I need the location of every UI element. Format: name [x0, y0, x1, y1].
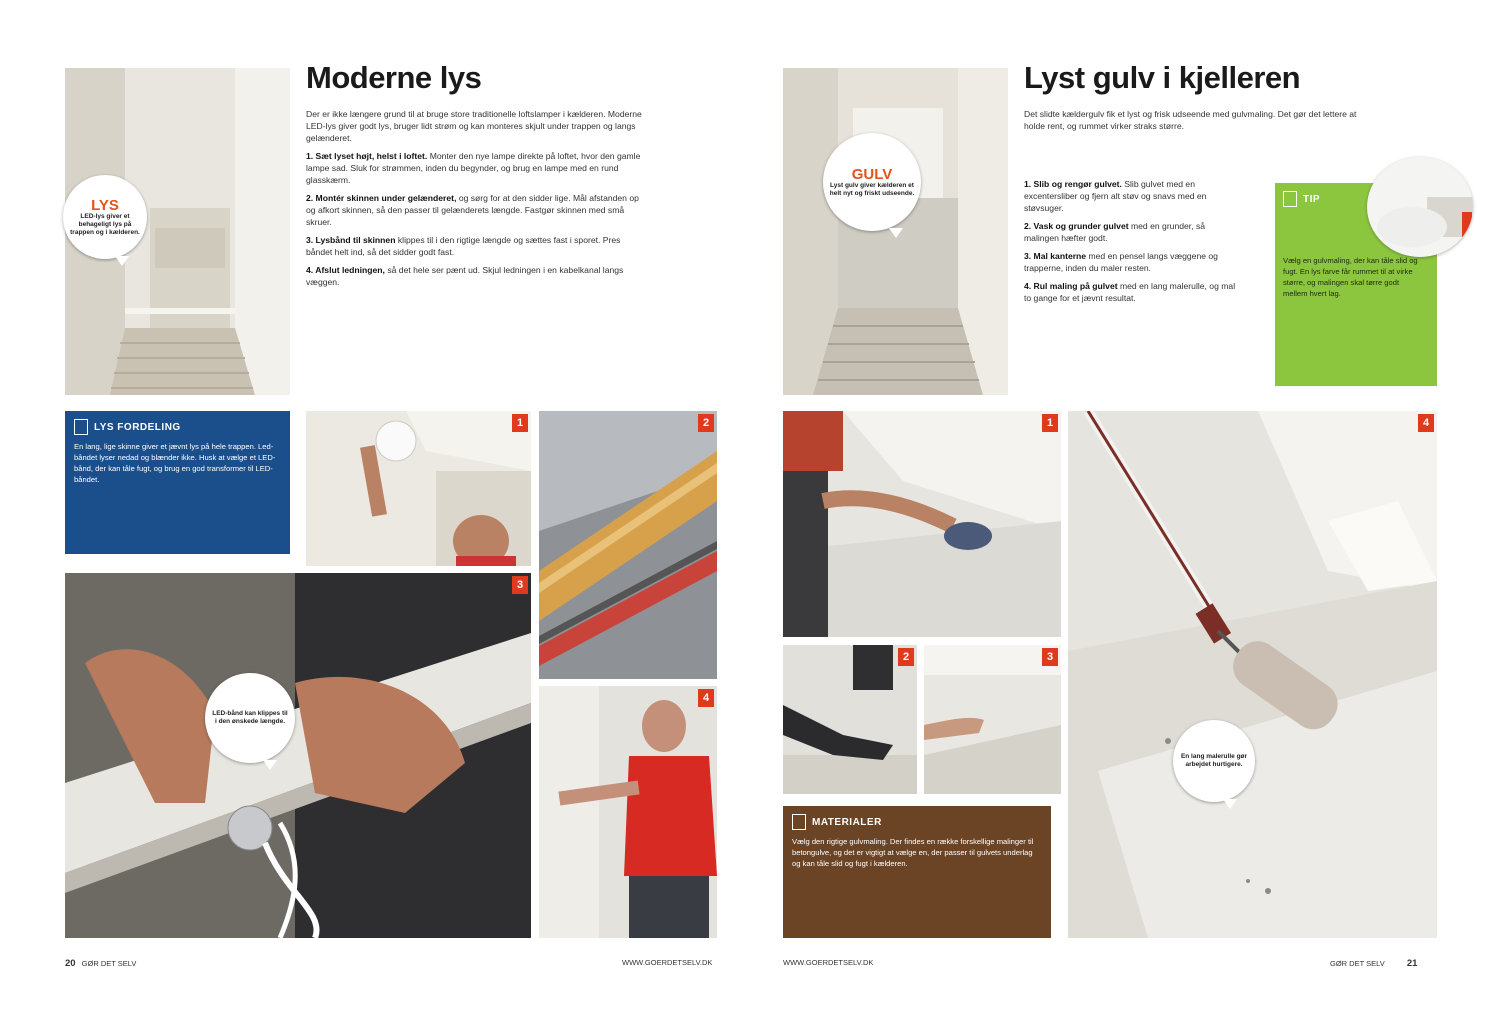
- photo-number-badge: 1: [1042, 414, 1058, 432]
- led-callout-bubble: [205, 673, 295, 763]
- left-footer-url: WWW.GOERDETSELV.DK: [622, 958, 713, 967]
- gulv-callout-text: Lyst gulv giver kælderen et helt nyt og friskt udseende.: [829, 181, 915, 197]
- right-step-4: 4. Rul maling på gulvet med en lang malerulle, og mal to gange for et jævnt resultat.: [1024, 281, 1236, 303]
- lys-tip-box: [65, 411, 290, 554]
- photo-man-red-shirt: [539, 686, 717, 938]
- bulb-icon: [74, 419, 88, 435]
- left-step-4: 4. Afslut ledningen, så det hele ser pænt ud. Skjul ledningen i en kabelkanal langs væggen.: [306, 265, 624, 287]
- photo-handrail: [539, 411, 717, 679]
- lys-keyword: LYS: [91, 196, 119, 214]
- right-magazine-name: GØR DET SELV: [1330, 959, 1385, 968]
- materials-title: MATERIALER: [812, 816, 882, 828]
- photo-edge-painting: [924, 645, 1061, 794]
- paint-can-icon: [792, 814, 806, 830]
- right-footer: [1330, 958, 1417, 969]
- left-magazine-name: GØR DET SELV: [81, 959, 137, 968]
- right-step-2: 2. Vask og grunder gulvet med en grunder, så malingen hæfter godt.: [1024, 221, 1206, 243]
- lys-callout-bubble: [63, 175, 147, 259]
- photo-ceiling-lamp: [306, 411, 531, 566]
- right-page-title: Lyst gulv i kjelleren: [1024, 60, 1301, 95]
- photo-number-badge: 4: [1418, 414, 1434, 432]
- gulv-callout-bubble: [823, 133, 921, 231]
- right-footer-url: WWW.GOERDETSELV.DK: [783, 958, 874, 967]
- roller-callout-bubble: [1173, 720, 1255, 802]
- lys-tip-text: En lang, lige skinne giver et jævnt lys på hele trappen. Led-båndet lyser nedad og blænder ikke. Husk at vælge et LED-bånd, der kan tåle fugt, og brug en god transformer til LED-båndet.: [74, 442, 276, 484]
- roller-callout-text: En lang malerulle gør arbejdet hurtigere.: [1180, 753, 1248, 768]
- photo-bucket: [783, 645, 917, 794]
- left-intro: Der er ikke længere grund til at bruge store traditionelle loftslamper i kælderen. Moderne LED-lys giver godt lys, bruger lidt strøm og kan monteres skjult under trappen og langs gelænderet.: [306, 109, 642, 143]
- right-article-body: [1024, 178, 1239, 310]
- right-intro: Det slidte kældergulv fik et lyst og frisk udseende med gulvmaling. Det gør det lettere at holde rent, og rummet virker straks større.: [1024, 109, 1357, 131]
- left-step-1: 1. Sæt lyset højt, helst i loftet. Monter den nye lampe direkte på loftet, hvor den gamle lampe sad. Sluk for strømmen, inden du begynder, og brug en lampe med en rund glasskærm.: [306, 151, 641, 185]
- left-step-2: 2. Montér skinnen under gelænderet, og sørg for at den sidder lige. Mål afstanden op og afkort skinnen, så den passer til gelænderets længde. Fastgør skinnen med små skruer.: [306, 193, 639, 227]
- left-step-3: 3. Lysbånd til skinnen klippes til i den rigtige længde og sættes fast i sporet. Pres båndet helt ind, så det sidder godt fast.: [306, 235, 621, 257]
- photo-number-badge: 2: [698, 414, 714, 432]
- photo-sanding: [783, 411, 1061, 637]
- materials-text: Vælg den rigtige gulvmaling. Der findes en række forskellige malinger til betongulve, og det er vigtigt at vælge en, der passer til gulvets underlag og kan tåle slid og fugt i kælderen.: [792, 837, 1034, 868]
- photo-number-badge: 3: [512, 576, 528, 594]
- left-article-body: [306, 108, 646, 294]
- photo-number-badge: 1: [512, 414, 528, 432]
- lys-tip-title: LYS FORDELING: [94, 421, 181, 433]
- led-callout-text: LED-bånd kan klippes til i den ønskede længde.: [212, 710, 288, 725]
- left-page-title: Moderne lys: [306, 60, 482, 95]
- gulv-keyword: GULV: [851, 165, 893, 183]
- left-page-number: 20: [65, 958, 76, 969]
- tip-icon: [1283, 191, 1297, 207]
- lys-callout-text: LED-lys giver et behageligt lys på trappen og i kælderen.: [70, 212, 140, 236]
- right-step-3: 3. Mal kanterne med en pensel langs væggene og trapperne, inden du maler resten.: [1024, 251, 1218, 273]
- left-footer: [65, 958, 136, 969]
- photo-number-badge: 3: [1042, 648, 1058, 666]
- materials-box: [783, 806, 1051, 938]
- tip-detail-photo: [1367, 157, 1473, 257]
- photo-paint-roller: [1068, 411, 1437, 938]
- right-page-number: 21: [1406, 958, 1418, 969]
- photo-number-badge: 2: [898, 648, 914, 666]
- gulv-tip-text: Vælg en gulvmaling, der kan tåle slid og fugt. En lys farve får rummet til at virke større, og malingen skal tørre godt mellem hvert lag.: [1283, 256, 1418, 298]
- right-step-1: 1. Slib og rengør gulvet. Slib gulvet med en excentersliber og fjern alt støv og snavs med en støvsuger.: [1024, 179, 1207, 213]
- gulv-tip-title: TIP: [1303, 193, 1321, 205]
- photo-led-strip: [65, 573, 531, 938]
- photo-number-badge: 4: [698, 689, 714, 707]
